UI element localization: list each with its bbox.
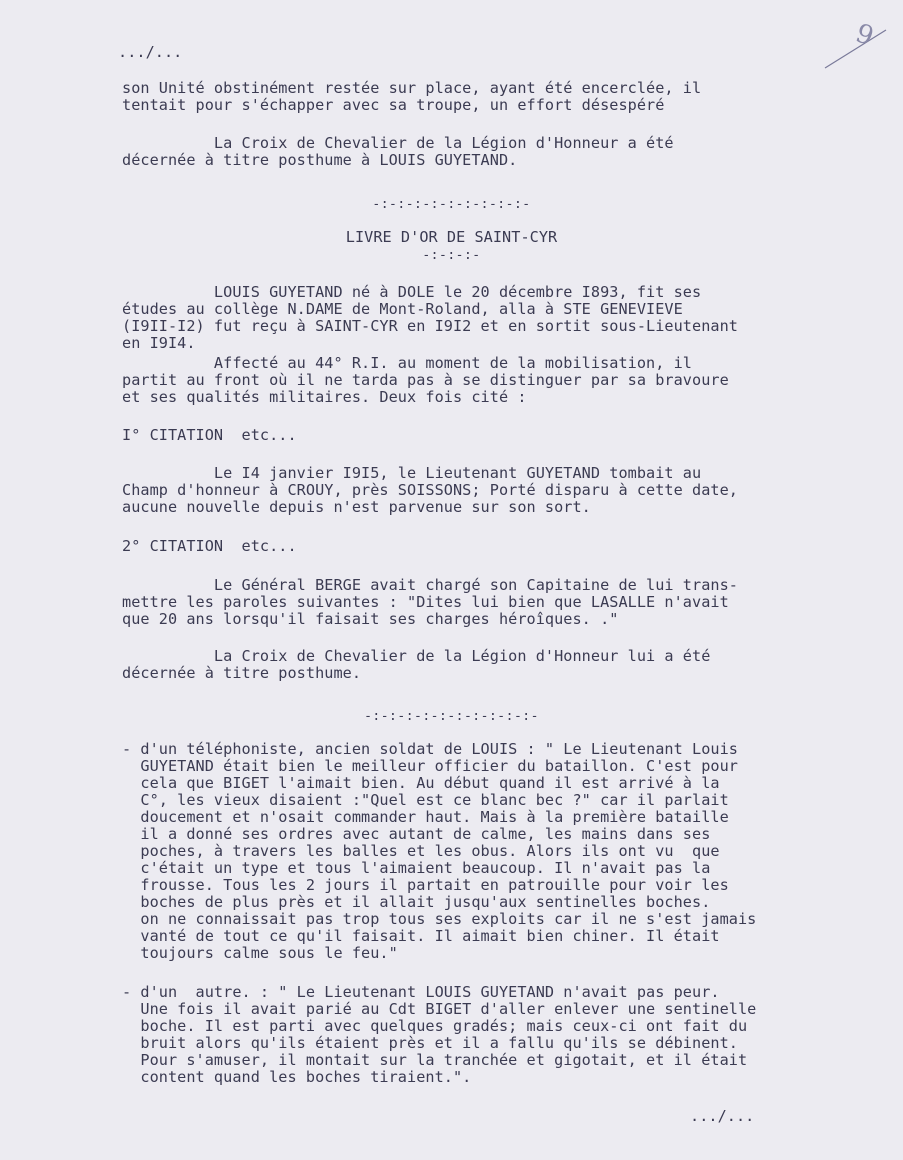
livre-separator: -:-:-:- (422, 248, 481, 263)
bio-line-6: partit au front où il ne tarda pas à se distinguer par sa bravoure (122, 371, 729, 389)
bio-line-1: LOUIS GUYETAND né à DOLE le 20 décembre I893, fit ses (122, 283, 702, 301)
testimony-1-line-8: c'était un type et tous l'aimaient beaucoup. Il n'avait pas la (122, 859, 711, 877)
livre-title: LIVRE D'OR DE SAINT-CYR (345, 228, 558, 246)
testimony-2-line-6: content quand les boches tiraient.". (122, 1068, 472, 1086)
bio-line-5: Affecté au 44° R.I. au moment de la mobilisation, il (122, 354, 693, 372)
testimony-1-line-13: toujours calme sous le feu." (122, 944, 398, 962)
citation-2-line-1: Le Général BERGE avait chargé son Capitaine de lui trans- (122, 576, 738, 594)
footer-continuation: .../... (690, 1107, 755, 1125)
testimony-1-line-9: frousse. Tous les 2 jours il partait en patrouille pour voir les (122, 876, 729, 894)
citation-1-line-3: aucune nouvelle depuis n'est parvenue sur son sort. (122, 498, 591, 516)
citation-2-line-2: mettre les paroles suivantes : "Dites lui bien que LASALLE n'avait (122, 593, 729, 611)
croix-2-line-1: La Croix de Chevalier de la Légion d'Honneur lui a été (122, 647, 711, 665)
page-number-mark (820, 6, 890, 76)
bio-line-3: (I9II-I2) fut reçu à SAINT-CYR en I9I2 et en sortit sous-Lieutenant (122, 317, 738, 335)
citation-2-line-3: que 20 ans lorsqu'il faisait ses charges héroîques. ." (122, 610, 619, 628)
testimony-1-line-4: C°, les vieux disaient :"Quel est ce blanc bec ?" car il parlait (122, 791, 729, 809)
testimony-1-line-12: vanté de tout ce qu'il faisait. Il aimait bien chiner. Il était (122, 927, 720, 945)
citation-2-heading: 2° CITATION etc... (122, 537, 297, 555)
header-continuation: .../... (118, 43, 183, 61)
bio-line-4: en I9I4. (122, 334, 196, 352)
testimony-2-line-2: Une fois il avait parié au Cdt BIGET d'aller enlever une sentinelle (122, 1000, 757, 1018)
testimony-2-line-5: Pour s'amuser, il montait sur la tranchée et gigotait, et il était (122, 1051, 748, 1069)
citation-1-line-1: Le I4 janvier I9I5, le Lieutenant GUYETAND tombait au (122, 464, 702, 482)
citation-1-line-2: Champ d'honneur à CROUY, près SOISSONS; Porté disparu à cette date, (122, 481, 738, 499)
page-number-text: 9 (851, 18, 878, 53)
separator-2: -:-:-:-:-:-:-:-:-:-:- (364, 709, 539, 724)
croix-2-line-2: décernée à titre posthume. (122, 664, 362, 682)
testimony-1-line-5: doucement et n'osait commander haut. Mais à la première bataille (122, 808, 729, 826)
citation-1-heading: I° CITATION etc... (122, 426, 297, 444)
testimony-1-line-1: - d'un téléphoniste, ancien soldat de LOUIS : " Le Lieutenant Louis (122, 740, 738, 758)
testimony-1-line-3: cela que BIGET l'aimait bien. Au début quand il est arrivé à la (122, 774, 720, 792)
testimony-1-line-11: on ne connaissait pas trop tous ses exploits car il ne s'est jamais (122, 910, 757, 928)
top-line-1: son Unité obstinément restée sur place, ayant été encerclée, il (122, 79, 702, 97)
testimony-2-line-4: bruit alors qu'ils étaient près et il a fallu qu'ils se débinent. (122, 1034, 738, 1052)
testimony-2-line-3: boche. Il est parti avec quelques gradés; mais ceux-ci ont fait du (122, 1017, 748, 1035)
testimony-1-line-2: GUYETAND était bien le meilleur officier du bataillon. C'est pour (122, 757, 738, 775)
bio-line-2: études au collège N.DAME de Mont-Roland, alla à STE GENEVIEVE (122, 300, 683, 318)
testimony-2-line-1: - d'un autre. : " Le Lieutenant LOUIS GUYETAND n'avait pas peur. (122, 983, 720, 1001)
croix-1-line-1: La Croix de Chevalier de la Légion d'Honneur a été (122, 134, 674, 152)
croix-1-line-2: décernée à titre posthume à LOUIS GUYETAND. (122, 151, 518, 169)
testimony-1-line-6: il a donné ses ordres avec autant de calme, les mains dans ses (122, 825, 711, 843)
testimony-1-line-7: poches, à travers les balles et les obus. Alors ils ont vu que (122, 842, 720, 860)
testimony-1-line-10: boches de plus près et il allait jusqu'aux sentinelles boches. (122, 893, 711, 911)
separator-1: -:-:-:-:-:-:-:-:-:- (372, 197, 531, 212)
top-line-2: tentait pour s'échapper avec sa troupe, un effort désespéré (122, 96, 665, 114)
bio-line-7: et ses qualités militaires. Deux fois cité : (122, 388, 527, 406)
